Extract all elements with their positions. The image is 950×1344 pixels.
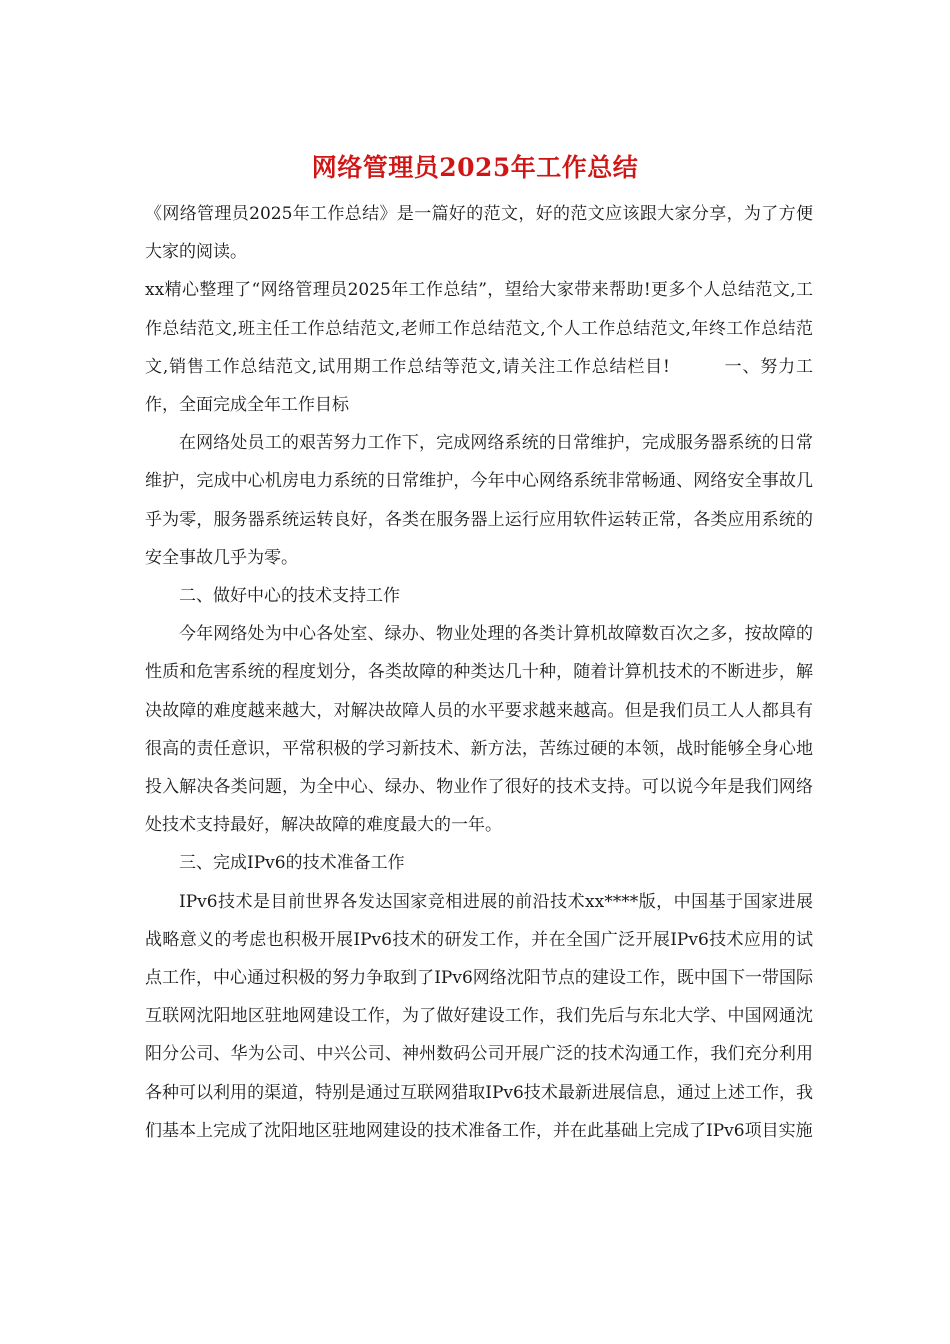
intro-text: xx精心整理了“网络管理员2025年工作总结”，望给大家带来帮助!更多个人总结范文,工作总结范文,班主任工作总结范文,老师工作总结范文,个人工作总结范文,年终工作总结范文,销售工作总结范文,试用期工作总结等范文,请关注工作总结栏目! <box>145 280 813 377</box>
body-paragraph-3: IPv6技术是目前世界各发达国家竞相进展的前沿技术xx****版，中国基于国家进展战略意义的考虑也积极开展IPv6技术的研发工作，并在全国广泛开展IPv6技术应用的试点工作，中心通过积极的努力争取到了IPv6网络沈阳节点的建设工作，既中国下一带国际互联网沈阳地区驻地网建设工作，为了做好建设工作，我们先后与东北大学、中国网通沈阳分公司、华为公司、中兴公司、神州数码公司开展广泛的技术沟通工作，我们充分利用各种可以利用的渠道，特别是通过互联网猎取IPv6技术最新进展信息，通过上述工作，我们基本上完成了沈阳地区驻地网建设的技术准备工作，并在此基础上完成了IPv6项目实施 <box>145 891 813 1141</box>
section-heading-3: 三、完成IPv6的技术准备工作 <box>179 853 405 874</box>
intro-paragraph-2 <box>145 271 813 424</box>
section-heading-2: 二、做好中心的技术支持工作 <box>179 586 400 607</box>
document-title: 网络管理员2025年工作总结 <box>311 153 639 182</box>
body-paragraph-1: 在网络处员工的艰苦努力工作下，完成网络系统的日常维护，完成服务器系统的日常维护，完成中心机房电力系统的日常维护，今年中心网络系统非常畅通、网络安全事故几乎为零，服务器系统运转良好，各类在服务器上运行应用软件运转正常，各类应用系统的安全事故几乎为零。 <box>145 433 813 568</box>
intro-paragraph: 《网络管理员2025年工作总结》是一篇好的范文，好的范文应该跟大家分享，为了方便大家的阅读。 <box>145 204 813 263</box>
document-body <box>145 195 813 1150</box>
body-paragraph-2: 今年网络处为中心各处室、绿办、物业处理的各类计算机故障数百次之多，按故障的性质和危害系统的程度划分，各类故障的种类达几十种，随着计算机技术的不断进步，解决故障的难度越来越大，对解决故障人员的水平要求越来越高。但是我们员工人人都具有很高的责任意识，平常积极的学习新技术、新方法，苦练过硬的本领，战时能够全身心地投入解决各类问题，为全中心、绿办、物业作了很好的技术支持。可以说今年是我们网络处技术支持最好，解决故障的难度最大的一年。 <box>145 624 813 836</box>
section-heading-1: 一、努力工作，全面完成全年工作目标 <box>145 356 814 416</box>
